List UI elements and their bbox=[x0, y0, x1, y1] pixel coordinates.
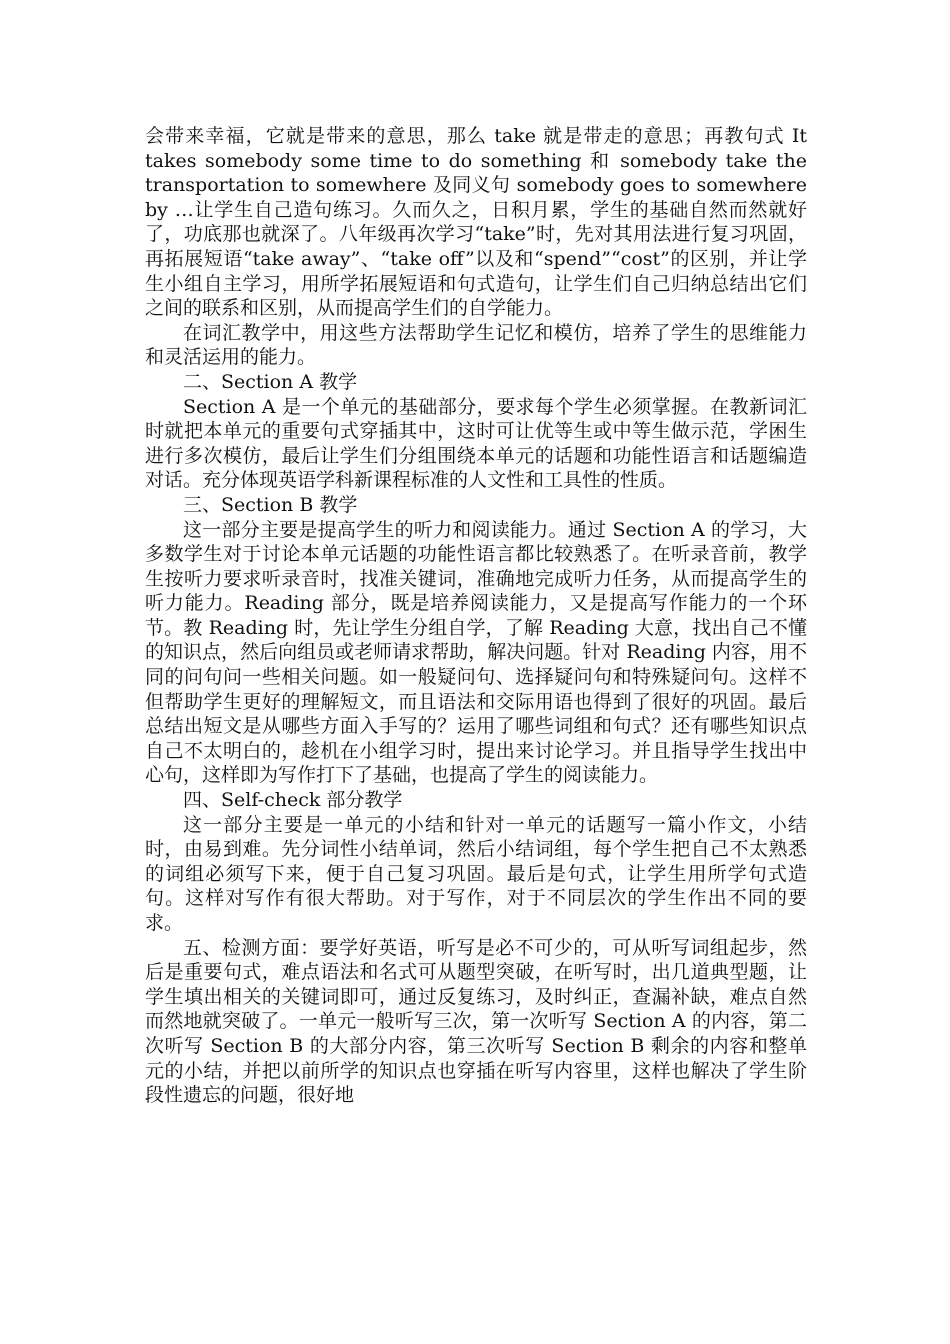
body-paragraph: Section A 是一个单元的基础部分，要求每个学生必须掌握。在教新词汇时就把本单元的重要句式穿插其中，这时可让优等生或中等生做示范，学困生进行多次模仿，最后让学生们分组围绕本单元的话题和功能性语言和话题编造对话。充分体现英语学科新课程标准的人文性和工具性的性质。 bbox=[145, 395, 807, 492]
section-heading: 四、Self-check 部分教学 bbox=[183, 789, 403, 812]
document-page bbox=[145, 124, 807, 1108]
section-heading: 二、Section A 教学 bbox=[183, 370, 358, 393]
body-paragraph: 这一部分主要是提高学生的听力和阅读能力。通过 Section A 的学习，大多数学生对于讨论本单元话题的功能性语言都比较熟悉了。在听录音前，教学生按听力要求听录音时，找准关键词，准确地完成听力任务，从而提高学生的听力能力。Reading 部分，既是培养阅读能力，又是提高写作能力的一个环节。教 Reading 时，先让学生分组自学，了解 Reading 大意，找出自己不懂的知识点，然后向组员或老师请求帮助，解决问题。针对 Reading 内容，用不同的问句问一些相关问题。如一般疑问句、选择疑问句和特殊疑问句。这样不但帮助学生更好的理解短文，而且语法和交际用语也得到了很好的巩固。最后总结出短文是从哪些方面入手写的？运用了哪些词组和句式？还有哪些知识点自己不太明白的，趁机在小组学习时，提出来讨论学习。并且指导学生找出中心句，这样即为写作打下了基础，也提高了学生的阅读能力。 bbox=[145, 518, 807, 787]
body-paragraph: 在词汇教学中，用这些方法帮助学生记忆和模仿，培养了学生的思维能力和灵活运用的能力。 bbox=[145, 321, 807, 369]
section-heading: 三、Section B 教学 bbox=[183, 493, 358, 516]
body-paragraph: 五、检测方面：要学好英语，听写是必不可少的，可从听写词组起步，然后是重要句式，难点语法和名式可从题型突破，在听写时，出几道典型题，让学生填出相关的关键词即可，通过反复练习，及时纠正，查漏补缺，难点自然而然地就突破了。一单元一般听写三次，第一次听写 Section A 的内容，第二次听写 Section B 的大部分内容，第三次听写 Section B 剩余的内容和整单元的小结，并把以前所学的知识点也穿插在听写内容里，这样也解决了学生阶段性遗忘的问题，很好地 bbox=[145, 936, 807, 1107]
body-paragraph: 这一部分主要是一单元的小结和针对一单元的话题写一篇小作文，小结时，由易到难。先分词性小结单词，然后小结词组，每个学生把自己不太熟悉的词组必须写下来，便于自己复习巩固。最后是句式，让学生用所学句式造句。这样对写作有很大帮助。对于写作，对于不同层次的学生作出不同的要求。 bbox=[145, 813, 807, 934]
body-paragraph: 会带来幸福，它就是带来的意思，那么 take 就是带走的意思；再教句式 It takes somebody some time to do something 和 somebody take the transportation to somewhere 及同义句 somebody goes to somewhere by …让学生自己造句练习。久而久之，日积月累，学生的基础自然而然就好了，功底那也就深了。八年级再次学习“take”时，先对其用法进行复习巩固，再拓展短语“take away”、“take off”以及和“spend”“cost”的区别，并让学生小组自主学习，用所学拓展短语和句式造句，让学生们自己归纳总结出它们之间的联系和区别，从而提高学生们的自学能力。 bbox=[145, 125, 807, 320]
